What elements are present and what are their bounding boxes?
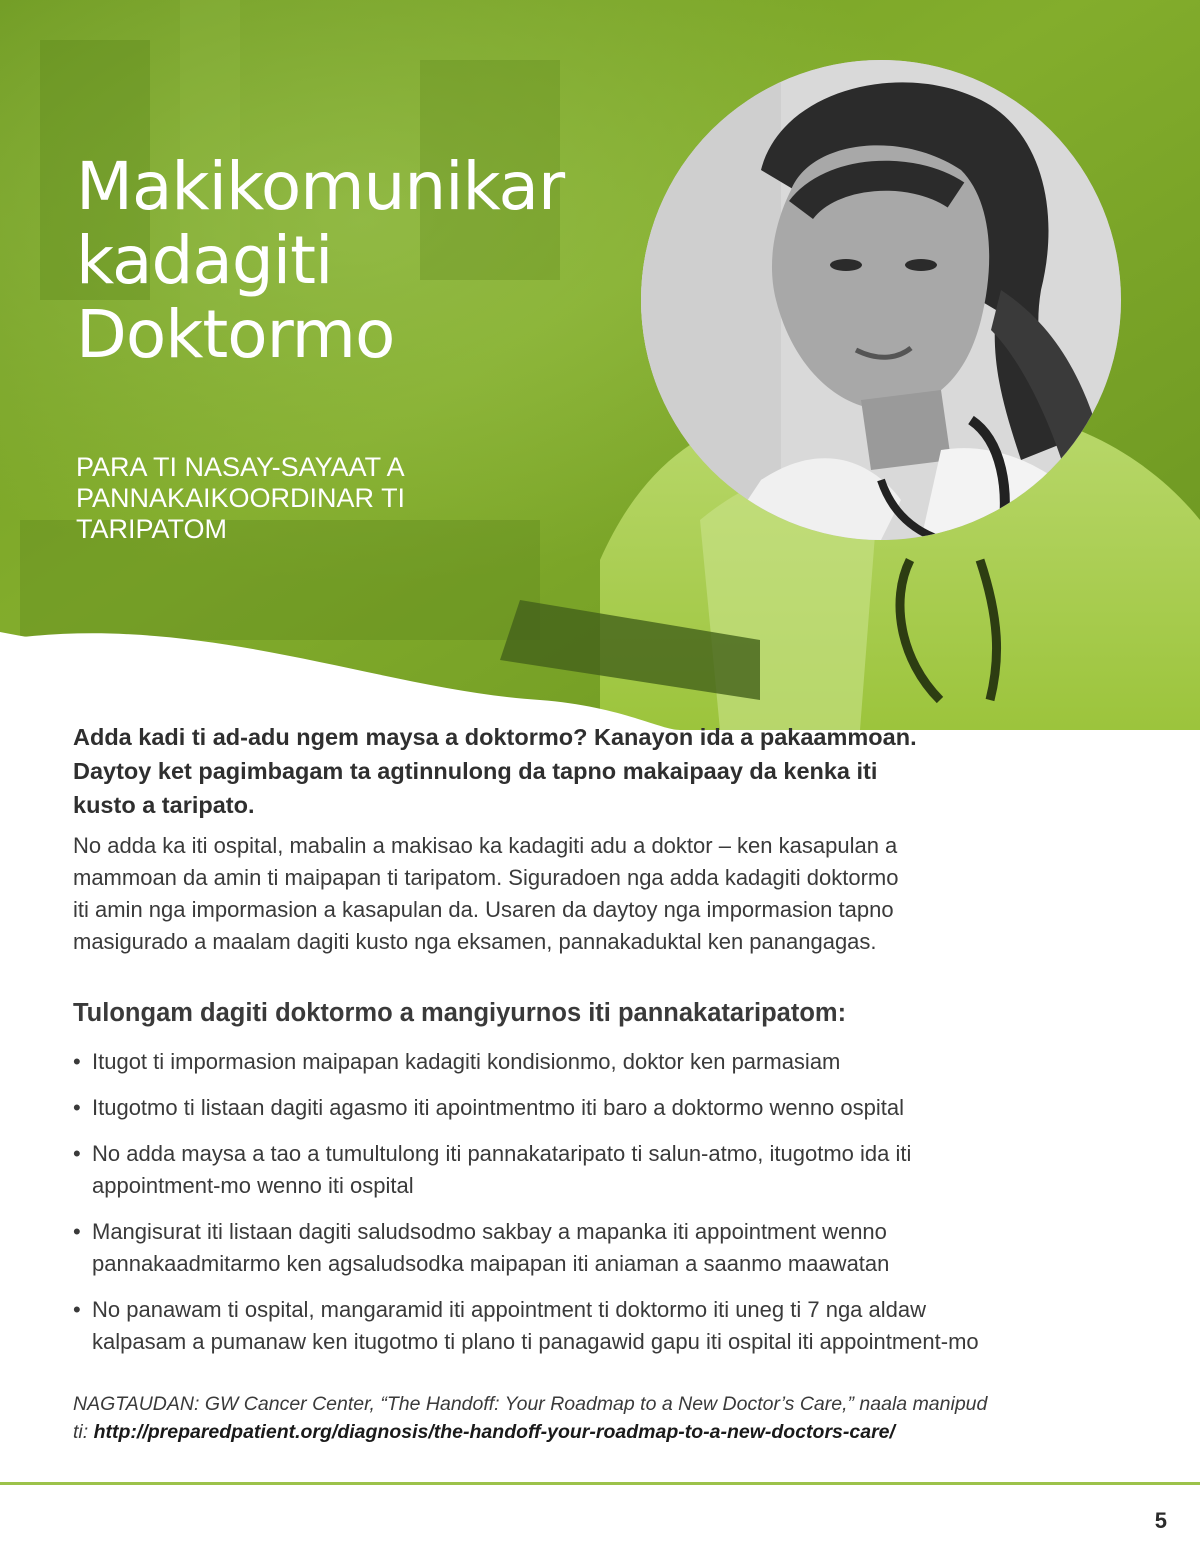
bullet-glyph: •: [73, 1095, 81, 1120]
main-content: [73, 720, 1133, 1446]
list-item-line: Itugot ti impormasion maipapan kadagiti kondisionmo, doktor ken parmasiam: [92, 1049, 841, 1074]
subtitle-line: PANNAKAIKOORDINAR TI: [76, 483, 406, 513]
list-item-line: kalpasam a pumanaw ken itugotmo ti plano ti panagawid gapu iti ospital iti appointment-mo: [92, 1329, 979, 1354]
body-line: masigurado a maalam dagiti kusto nga eksamen, pannakaduktal ken panangagas.: [73, 929, 877, 954]
list-item-line: pannakaadmitarmo ken agsaludsodka maipapan iti aniaman a saanmo maawatan: [92, 1251, 890, 1276]
title-line: Makikomunikar: [76, 148, 565, 225]
body-line: No adda ka iti ospital, mabalin a makisao ka kadagiti adu a doktor – ken kasapulan a: [73, 833, 898, 858]
title-line: kadagiti: [76, 222, 333, 299]
body-line: mammoan da amin ti maipapan ti taripatom. Siguradoen nga adda kadagiti doktormo: [73, 865, 899, 890]
source-citation: [73, 1390, 1133, 1446]
bullet-glyph: •: [73, 1049, 81, 1074]
source-prefix: ti:: [73, 1421, 94, 1443]
hero-banner: [0, 0, 1200, 730]
intro-paragraph: [73, 720, 1133, 822]
bullet-glyph: •: [73, 1297, 81, 1322]
doctor-portrait: [641, 60, 1121, 540]
subtitle-line: PARA TI NASAY-SAYAAT A: [76, 452, 405, 482]
page-subtitle: [76, 452, 405, 545]
list-item-line: appointment-mo wenno iti ospital: [92, 1173, 414, 1198]
list-item: [73, 1046, 1133, 1078]
subtitle-line: TARIPATOM: [76, 514, 228, 544]
list-item-line: No panawam ti ospital, mangaramid iti appointment ti doktormo iti uneg ti 7 nga aldaw: [92, 1297, 927, 1322]
list-item-line: Mangisurat iti listaan dagiti saludsodmo sakbay a mapanka iti appointment wenno: [92, 1219, 887, 1244]
list-item: [73, 1138, 1133, 1202]
bullet-glyph: •: [73, 1219, 81, 1244]
title-line: Doktormo: [76, 296, 395, 373]
intro-line: Adda kadi ti ad-adu ngem maysa a doktormo? Kanayon ida a pakaammoan.: [73, 724, 917, 750]
source-link[interactable]: http://preparedpatient.org/diagnosis/the-handoff-your-roadmap-to-a-new-doctors-care/: [93, 1421, 895, 1443]
doctor-photo: [641, 60, 1121, 540]
bullet-glyph: •: [73, 1141, 81, 1166]
list-item: [73, 1216, 1133, 1280]
intro-line: kusto a taripato.: [73, 792, 255, 818]
intro-line: Daytoy ket pagimbagam ta agtinnulong da tapno makaipaay da kenka iti: [73, 758, 878, 784]
list-item: [73, 1294, 1133, 1358]
source-line: NAGTAUDAN: GW Cancer Center, “The Handoff: Your Roadmap to a New Doctor’s Care,” naala manipud: [73, 1393, 988, 1415]
list-item-line: No adda maysa a tao a tumultulong iti pannakataripato ti salun-atmo, itugotmo ida iti: [92, 1141, 912, 1166]
list-item: [73, 1092, 1133, 1124]
tips-list: [73, 1046, 1133, 1358]
footer-divider: [0, 1482, 1200, 1485]
page-number: 5: [1154, 1508, 1167, 1533]
list-item-line: Itugotmo ti listaan dagiti agasmo iti apointmentmo iti baro a doktormo wenno ospital: [92, 1095, 904, 1120]
page-title: [76, 150, 564, 372]
section-heading: Tulongam dagiti doktormo a mangiyurnos iti pannakataripatom:: [73, 999, 847, 1027]
body-line: iti amin nga impormasion a kasapulan da. Usaren da daytoy nga impormasion tapno: [73, 897, 894, 922]
body-paragraph: [73, 830, 1133, 958]
